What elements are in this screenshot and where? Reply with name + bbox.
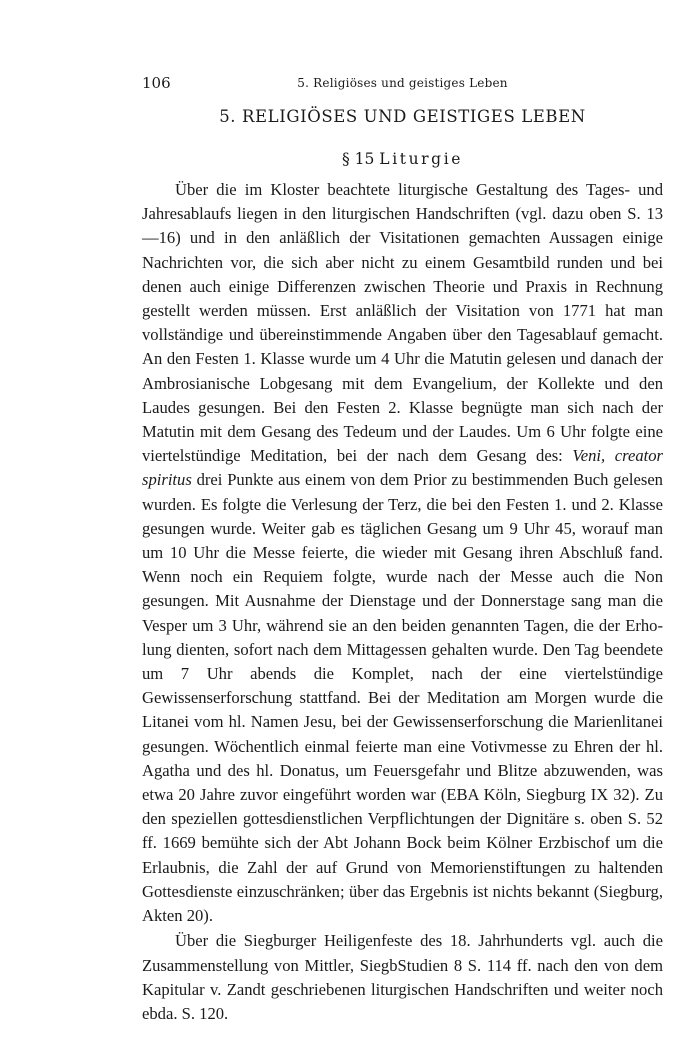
section-mark: § 15 xyxy=(341,150,375,168)
running-head xyxy=(142,70,663,96)
section-title: Liturgie xyxy=(379,150,464,168)
page-number: 106 xyxy=(142,74,171,92)
hymn-title: Veni, creator spiritus xyxy=(142,446,663,490)
section-heading xyxy=(142,146,663,172)
paragraph-1 xyxy=(142,178,663,928)
paragraph-1-text-a: Über die im Kloster beachtete liturgische Gestaltung des Tages- und Jahresablaufs liegen in den liturgischen Handschriften (vgl. dazu oben S. 13—16) und in den anläßlich der Visitationen gemachten Aussagen einige Nachrichten vor, die sich aber nicht zu einem Gesamtbild runden und bei denen auch einige Differenzen zwischen Theorie und Praxis in Rechnung gestellt werden müssen. Erst anläßlich der Visitation von 1771 hat man vollständige und übereinstimmende Angaben über den Tagesablauf gemacht. An den Festen 1. Klasse wurde um 4 Uhr die Matutin gelesen und danach der Ambrosianische Lobgesang mit dem Evangelium, der Kollekte und den Laudes gesungen. Bei den Festen 2. Klasse begnügte man sich nach der Matutin mit dem Gesang des Tedeum und der Laudes. Um 6 Uhr folgte eine viertelstündige Meditation, bei der nach dem Gesang des: xyxy=(142,180,663,466)
running-title: 5. Religiöses und geistiges Leben xyxy=(297,76,508,90)
body-text xyxy=(142,178,663,1026)
paragraph-1-text-b: drei Punkte aus einem von dem Prior zu bestimmenden Buch gelesen wurden. Es folgte die Verlesung der Terz, die bei den Festen 1. und 2. Klasse gesungen wurde. Weiter gab es täglichen Gesang um 9 Uhr 45, worauf man um 10 Uhr die Messe feierte, die wieder mit Gesang ihren Abschluß fand. Wenn noch ein Requiem folgte, wurde nach der Messe auch die Non gesungen. Mit Ausnahme der Dienstage und der Donnerstage sang man die Vesper um 3 Uhr, während sie an den beiden genannten Tagen, die der Erholung dienten, sofort nach dem Mittagessen gehalten wurde. Den Tag beendete um 7 Uhr abends die Komplet, nach der eine viertelstündige Gewissenserforschung stattfand. Bei der Meditation am Morgen wurde die Litanei vom hl. Namen Jesu, bei der Gewissenserforschung die Marienlitanei gesungen. Wöchentlich einmal feierte man eine Votivmesse zu Ehren der hl. Agatha und des hl. Donatus, um Feuersgefahr und Blitze abzuwenden, was etwa 20 Jahre zuvor eingeführt worden war (EBA Köln, Siegburg IX 32). Zu den speziellen gottesdienstlichen Verpflichtungen der Dignitäre s. oben S. 52 ff. 1669 bemühte sich der Abt Johann Bock beim Kölner Erzbischof um die Erlaubnis, die Zahl der auf Grund von Memorienstiftungen zu haltenden Gottesdienste einzuschränken; über das Ergebnis ist nichts bekannt (Siegburg, Akten 20). xyxy=(142,470,663,926)
chapter-heading: 5. RELIGIÖSES UND GEISTIGES LEBEN xyxy=(219,107,586,126)
paragraph-2: Über die Siegburger Heiligenfeste des 18. Jahrhunderts vgl. auch die Zusammenstellung von Mittler, SiegbStudien 8 S. 114 ff. nach den von dem Kapitular v. Zandt geschriebenen liturgischen Handschriften und weiter noch ebda. S. 120. xyxy=(142,931,663,1023)
